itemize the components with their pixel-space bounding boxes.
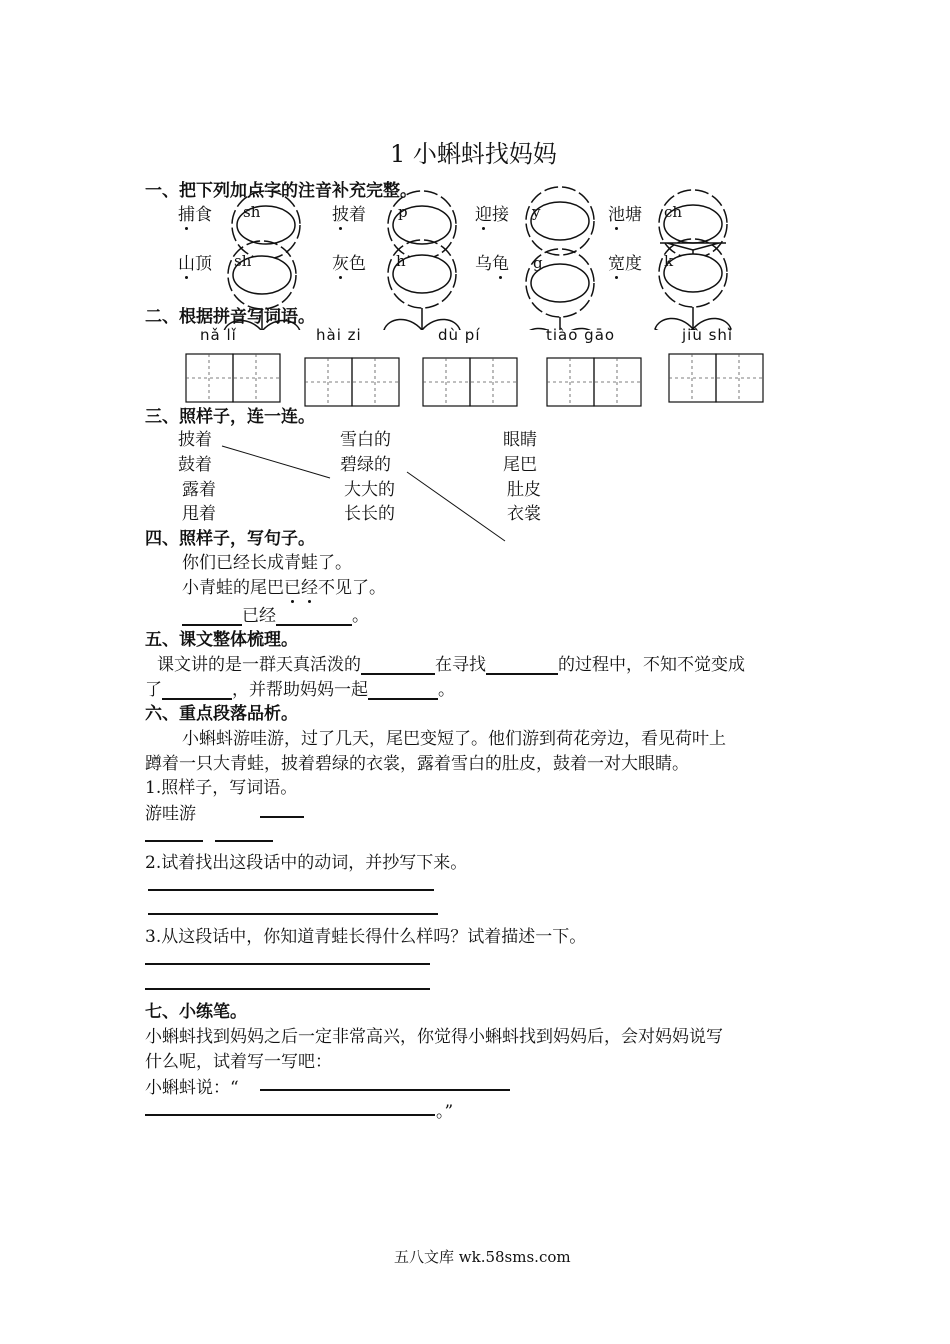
match-word[interactable]: 雪白的 [340, 430, 391, 450]
match-word[interactable]: 披着 [178, 430, 212, 450]
answer-line[interactable] [148, 889, 434, 891]
closing-quote: 。” [436, 1102, 454, 1122]
pinyin-item-5: 山顶 [178, 249, 212, 274]
match-word[interactable]: 大大的 [344, 480, 395, 500]
initial-label: k [664, 252, 674, 270]
answer-line[interactable] [145, 840, 203, 842]
initial-label: g [533, 254, 543, 272]
pinyin-item-1: 捕食 [178, 200, 212, 225]
match-word[interactable]: 鼓着 [178, 455, 212, 475]
pinyin-item-4: 池塘 [608, 200, 642, 225]
answer-line[interactable] [260, 1089, 510, 1091]
paragraph-line-1: 小蝌蚪游哇游，过了几天，尾巴变短了。他们游到荷花旁边，看见荷叶上 [182, 729, 726, 749]
footer-watermark: 五八文库 wk.58sms.com [394, 1248, 571, 1266]
question-1: 1.照样子，写词语。 [145, 778, 298, 798]
pinyin-word: tiào gāo [546, 326, 616, 344]
pinyin-item-8: 宽度 [608, 249, 642, 274]
answer-line[interactable] [145, 963, 430, 965]
question-2: 2.试着找出这段话中的动词，并抄写下来。 [145, 853, 468, 873]
paragraph-line-2: 蹲着一只大青蛙，披着碧绿的衣裳，露着雪白的肚皮，鼓着一对大眼睛。 [145, 754, 689, 774]
pinyin-word: jiù shì [682, 326, 734, 344]
pinyin-item-7: 乌龟 [475, 249, 509, 274]
match-word[interactable]: 长长的 [344, 504, 395, 524]
sentence-fill[interactable]: 已经 。 [182, 601, 369, 626]
answer-line[interactable] [145, 988, 430, 990]
word-example: 游哇游 [145, 804, 196, 824]
match-word[interactable]: 肚皮 [507, 480, 541, 500]
pinyin-word: dù pí [438, 326, 481, 344]
example-connecting-lines [0, 0, 950, 560]
initial-label: y [532, 203, 541, 221]
initial-label: sh [234, 252, 252, 270]
section-3-heading: 三、照样子，连一连。 [145, 407, 315, 427]
question-3: 3.从这段话中，你知道青蛙长得什么样吗？试着描述一下。 [145, 927, 587, 947]
match-word[interactable]: 衣裳 [507, 504, 541, 524]
prompt-line-2: 什么呢，试着写一写吧： [145, 1052, 332, 1072]
match-word[interactable]: 尾巴 [503, 455, 537, 475]
pinyin-word: hài zi [316, 326, 362, 344]
initial-label: p [398, 203, 408, 221]
match-word[interactable]: 眼睛 [503, 430, 537, 450]
summary-line-2[interactable]: 了 ，并帮助妈妈一起 。 [145, 680, 455, 700]
section-6-heading: 六、重点段落品析。 [145, 704, 298, 724]
section-4-heading: 四、照样子，写句子。 [145, 529, 315, 549]
answer-line[interactable] [148, 913, 438, 915]
section-1-heading: 一、把下列加点字的注音补充完整。 [145, 181, 417, 201]
section-7-heading: 七、小练笔。 [145, 1002, 247, 1022]
prompt-line-1: 小蝌蚪找到妈妈之后一定非常高兴，你觉得小蝌蚪找到妈妈后，会对妈妈说写 [145, 1027, 723, 1047]
initial-label: h [396, 252, 406, 270]
example-sentence-1: 你们已经长成青蛙了。 [182, 553, 352, 573]
answer-line[interactable] [260, 816, 304, 818]
match-word[interactable]: 碧绿的 [340, 455, 391, 475]
pinyin-word: nǎ lǐ [200, 326, 237, 344]
answer-line[interactable] [145, 1114, 435, 1116]
tadpole-says: 小蝌蚪说：“ [145, 1078, 239, 1098]
summary-line-1[interactable]: 课文讲的是一群天真活泼的 在寻找 的过程中，不知不觉变成 [157, 655, 745, 675]
example-sentence-2: 小青蛙的尾巴已经不见了。 [182, 573, 386, 598]
answer-line[interactable] [215, 840, 273, 842]
match-word[interactable]: 露着 [182, 480, 216, 500]
match-word[interactable]: 甩着 [182, 504, 216, 524]
pinyin-item-2: 披着 [332, 200, 366, 225]
pinyin-item-6: 灰色 [332, 249, 366, 274]
initial-label: sh [243, 203, 261, 221]
section-5-heading: 五、课文整体梳理。 [145, 630, 298, 650]
page-title: 1 小蝌蚪找妈妈 [390, 140, 557, 168]
pinyin-item-3: 迎接 [475, 200, 509, 225]
initial-label: ch [664, 203, 683, 221]
section-2-heading: 二、根据拼音写词语。 [145, 307, 315, 327]
